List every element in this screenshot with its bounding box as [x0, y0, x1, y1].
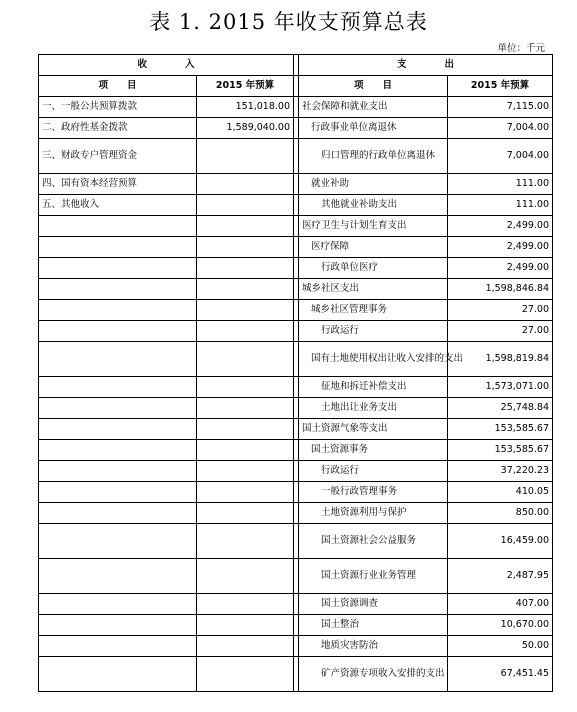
expense-value-cell: 1,573,071.00	[448, 377, 553, 398]
income-item-cell	[39, 594, 197, 615]
table-row	[39, 636, 553, 657]
income-item-cell	[39, 419, 197, 440]
expense-item-cell: 行政事业单位离退休	[299, 118, 448, 139]
expense-value-cell: 7,004.00	[448, 139, 553, 174]
table-row	[39, 503, 553, 524]
table-row	[39, 440, 553, 461]
expense-item-cell: 国土资源调查	[299, 594, 448, 615]
table-row	[39, 342, 553, 377]
table-row	[39, 657, 553, 692]
expense-value-cell: 1,598,819.84	[448, 342, 553, 377]
table-row	[39, 174, 553, 195]
expense-value-cell: 27.00	[448, 300, 553, 321]
income-item-cell	[39, 279, 197, 300]
expense-value-cell: 153,585.67	[448, 419, 553, 440]
table-row	[39, 461, 553, 482]
expense-value-cell: 7,004.00	[448, 118, 553, 139]
expense-value-cell: 25,748.84	[448, 398, 553, 419]
income-header: 收 入	[39, 55, 294, 76]
income-item-cell	[39, 216, 197, 237]
income-item-cell	[39, 342, 197, 377]
income-value-cell	[197, 237, 294, 258]
expense-item-cell: 社会保障和就业支出	[299, 97, 448, 118]
income-value-cell	[197, 258, 294, 279]
expense-value-cell: 153,585.67	[448, 440, 553, 461]
table-row	[39, 300, 553, 321]
expense-item-cell: 城乡社区支出	[299, 279, 448, 300]
income-value-cell	[197, 657, 294, 692]
table-row	[39, 118, 553, 139]
income-item-cell	[39, 300, 197, 321]
table-row	[39, 615, 553, 636]
table-row	[39, 97, 553, 118]
expense-item-cell: 地质灾害防治	[299, 636, 448, 657]
table-row	[39, 216, 553, 237]
income-value-cell	[197, 216, 294, 237]
expense-item-cell: 医疗卫生与计划生育支出	[299, 216, 448, 237]
table-row	[39, 258, 553, 279]
income-value-cell	[197, 342, 294, 377]
income-item-cell	[39, 258, 197, 279]
income-item-cell	[39, 321, 197, 342]
expense-value-cell: 7,115.00	[448, 97, 553, 118]
income-value-cell	[197, 503, 294, 524]
income-value-cell	[197, 615, 294, 636]
income-value-cell	[197, 174, 294, 195]
expense-value-cell: 10,670.00	[448, 615, 553, 636]
expense-item-cell: 行政运行	[299, 321, 448, 342]
income-value-cell	[197, 377, 294, 398]
table-row	[39, 195, 553, 216]
income-value-cell	[197, 524, 294, 559]
income-item-cell	[39, 377, 197, 398]
income-budget-header: 2015 年预算	[197, 76, 294, 97]
expense-value-cell: 2,487.95	[448, 559, 553, 594]
expense-value-cell: 2,499.00	[448, 237, 553, 258]
expense-item-cell: 行政单位医疗	[299, 258, 448, 279]
table-row	[39, 524, 553, 559]
expense-item-cell: 国土资源社会公益服务	[299, 524, 448, 559]
expense-item-cell: 国土整治	[299, 615, 448, 636]
income-item-cell	[39, 461, 197, 482]
expense-value-cell: 27.00	[448, 321, 553, 342]
expense-item-cell: 就业补助	[299, 174, 448, 195]
income-value-cell	[197, 139, 294, 174]
expense-item-cell: 征地和拆迁补偿支出	[299, 377, 448, 398]
income-value-cell: 1,589,040.00	[197, 118, 294, 139]
income-item-cell: 三、财政专户管理资金	[39, 139, 197, 174]
income-item-cell	[39, 398, 197, 419]
section-header-row	[39, 55, 553, 76]
table-row	[39, 482, 553, 503]
expense-item-cell: 行政运行	[299, 461, 448, 482]
income-item-cell	[39, 440, 197, 461]
expense-item-cell: 其他就业补助支出	[299, 195, 448, 216]
expense-value-cell: 407.00	[448, 594, 553, 615]
expense-item-header: 项 目	[299, 76, 448, 97]
unit-label: 单位：千元	[497, 43, 545, 54]
expense-item-cell: 矿产资源专项收入安排的支出	[299, 657, 448, 692]
expense-value-cell: 2,499.00	[448, 216, 553, 237]
income-item-cell	[39, 482, 197, 503]
income-value-cell: 151,018.00	[197, 97, 294, 118]
table-row	[39, 559, 553, 594]
income-item-cell	[39, 636, 197, 657]
income-value-cell	[197, 398, 294, 419]
expense-value-cell: 37,220.23	[448, 461, 553, 482]
income-item-cell: 四、国有资本经营预算	[39, 174, 197, 195]
income-item-cell	[39, 657, 197, 692]
table-row	[39, 237, 553, 258]
table-row	[39, 377, 553, 398]
expense-item-cell: 国土资源事务	[299, 440, 448, 461]
expense-value-cell: 111.00	[448, 174, 553, 195]
expense-value-cell: 16,459.00	[448, 524, 553, 559]
expense-item-cell: 一般行政管理事务	[299, 482, 448, 503]
expense-item-cell: 土地出让业务支出	[299, 398, 448, 419]
page-title: 表 1. 2015 年收支预算总表	[149, 10, 428, 34]
expense-value-cell: 2,499.00	[448, 258, 553, 279]
income-item-cell	[39, 237, 197, 258]
income-item-cell: 五、其他收入	[39, 195, 197, 216]
income-value-cell	[197, 279, 294, 300]
expense-item-cell: 国有土地使用权出让收入安排的支出	[299, 342, 448, 377]
expense-item-cell: 城乡社区管理事务	[299, 300, 448, 321]
income-value-cell	[197, 195, 294, 216]
income-value-cell	[197, 461, 294, 482]
expense-header: 支 出	[299, 55, 553, 76]
expense-item-cell: 归口管理的行政单位离退休	[299, 139, 448, 174]
income-item-cell: 一、一般公共预算拨款	[39, 97, 197, 118]
column-header-row	[39, 76, 553, 97]
income-value-cell	[197, 594, 294, 615]
expense-item-cell: 医疗保障	[299, 237, 448, 258]
expense-value-cell: 850.00	[448, 503, 553, 524]
expense-value-cell: 410.05	[448, 482, 553, 503]
income-value-cell	[197, 482, 294, 503]
table-row	[39, 398, 553, 419]
expense-budget-header: 2015 年预算	[448, 76, 553, 97]
expense-item-cell: 土地资源利用与保护	[299, 503, 448, 524]
income-item-cell	[39, 524, 197, 559]
expense-item-cell: 国土资源气象等支出	[299, 419, 448, 440]
income-item-cell	[39, 615, 197, 636]
income-item-header: 项 目	[39, 76, 197, 97]
income-value-cell	[197, 419, 294, 440]
expense-value-cell: 67,451.45	[448, 657, 553, 692]
table-row	[39, 321, 553, 342]
expense-value-cell: 50.00	[448, 636, 553, 657]
income-value-cell	[197, 300, 294, 321]
table-row	[39, 279, 553, 300]
budget-table	[38, 54, 553, 692]
expense-value-cell: 111.00	[448, 195, 553, 216]
table-row	[39, 594, 553, 615]
table-row	[39, 139, 553, 174]
income-item-cell	[39, 559, 197, 594]
income-value-cell	[197, 321, 294, 342]
income-value-cell	[197, 440, 294, 461]
income-item-cell: 二、政府性基金拨款	[39, 118, 197, 139]
income-value-cell	[197, 636, 294, 657]
expense-value-cell: 1,598,846.84	[448, 279, 553, 300]
income-value-cell	[197, 559, 294, 594]
table-row	[39, 419, 553, 440]
expense-item-cell: 国土资源行业业务管理	[299, 559, 448, 594]
income-item-cell	[39, 503, 197, 524]
